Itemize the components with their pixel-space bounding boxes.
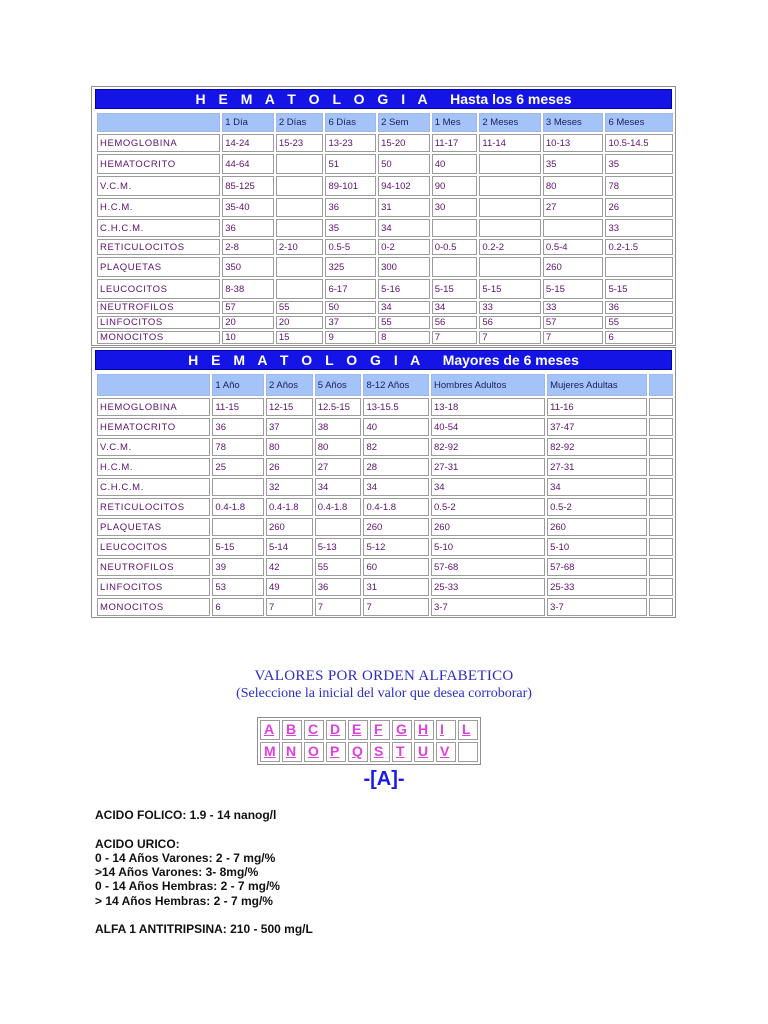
- letter-link-a[interactable]: A: [264, 721, 275, 737]
- values-list: [95, 808, 313, 937]
- table-cell: 37-47: [547, 418, 647, 436]
- table-cell: 38: [315, 418, 362, 436]
- table-cell: 33: [605, 219, 673, 237]
- table-cell: 90: [432, 176, 478, 196]
- alphabet-cell: [458, 720, 478, 740]
- letter-link-h[interactable]: H: [418, 721, 429, 737]
- value-entry: 0 - 14 Años Hembras: 2 - 7 mg/%: [95, 879, 280, 894]
- table-cell: [432, 219, 478, 237]
- table-cell: 26: [605, 198, 673, 217]
- table-row: [97, 398, 673, 416]
- table-cell: [649, 598, 673, 616]
- table-cell: 0.5-5: [325, 239, 376, 255]
- table-cell: [315, 518, 362, 536]
- table-cell: 11-14: [479, 134, 541, 152]
- alphabet-cell: [392, 720, 412, 740]
- table-cell: 82: [363, 438, 429, 456]
- alphabet-cell: [348, 720, 368, 740]
- letter-link-c[interactable]: C: [308, 721, 319, 737]
- hematologia-table-under-6-months: [91, 86, 676, 346]
- table-cell: 40: [363, 418, 429, 436]
- table-cell: [276, 257, 324, 277]
- table-cell: 44-64: [222, 154, 274, 174]
- table-cell: 36: [325, 198, 376, 217]
- table-cell: 11-15: [212, 398, 264, 416]
- alphabet-cell: [260, 742, 280, 762]
- table-cell: 0.4-1.8: [315, 498, 362, 516]
- alphabet-cell: [326, 742, 346, 762]
- table-cell: 55: [315, 558, 362, 576]
- table-cell: 5-13: [315, 538, 362, 556]
- table-cell: 27: [315, 458, 362, 476]
- table-cell: 15: [276, 331, 324, 344]
- table-cell: 2-10: [276, 239, 324, 255]
- table-cell: 260: [363, 518, 429, 536]
- table-cell: 13-15.5: [363, 398, 429, 416]
- table-cell: 9: [325, 331, 376, 344]
- table-cell: [479, 257, 541, 277]
- table-row: [97, 478, 673, 496]
- table-cell: 30: [432, 198, 478, 217]
- row-label: V.C.M.: [97, 438, 210, 456]
- table-cell: [276, 279, 324, 299]
- table-cell: 15-20: [378, 134, 430, 152]
- table-cell: 7: [432, 331, 478, 344]
- table-cell: 55: [378, 316, 430, 329]
- table-cell: 35: [543, 154, 604, 174]
- table-row: [97, 176, 673, 196]
- table-cell: 300: [378, 257, 430, 277]
- table-cell: 50: [378, 154, 430, 174]
- table-cell: 5-15: [605, 279, 673, 299]
- value-entry: ACIDO URICO:: [95, 836, 180, 851]
- table-row: [97, 316, 673, 329]
- table-cell: 3-7: [431, 598, 545, 616]
- row-label: MONOCITOS: [97, 598, 210, 616]
- table-cell: 78: [212, 438, 264, 456]
- table-cell: 50: [325, 301, 376, 314]
- table-cell: 40: [432, 154, 478, 174]
- table-cell: [649, 458, 673, 476]
- valores-subtitle: (Seleccione la inicial del valor que desea corroborar): [236, 686, 532, 701]
- letter-link-n[interactable]: N: [286, 743, 297, 759]
- table-cell: 36: [222, 219, 274, 237]
- table-title: H E M A T O L O G I A: [195, 91, 433, 107]
- table-cell: 20: [276, 316, 324, 329]
- table-cell: 57-68: [547, 558, 647, 576]
- table-cell: 12-15: [266, 398, 313, 416]
- table-row: [97, 154, 673, 174]
- table-cell: [649, 478, 673, 496]
- letter-link-l[interactable]: L: [462, 721, 471, 737]
- row-label: V.C.M.: [97, 176, 220, 196]
- table-cell: 25-33: [431, 578, 545, 596]
- table-cell: 260: [543, 257, 604, 277]
- row-label: H.C.M.: [97, 458, 210, 476]
- alphabet-cell: [326, 720, 346, 740]
- column-header: 1 Año: [212, 374, 264, 396]
- row-label: MONOCITOS: [97, 331, 220, 344]
- table-cell: 39: [212, 558, 264, 576]
- letter-link-f[interactable]: F: [374, 721, 383, 737]
- alphabet-cell: [260, 720, 280, 740]
- table-cell: 13-18: [431, 398, 545, 416]
- table-cell: 40-54: [431, 418, 545, 436]
- table-cell: [479, 198, 541, 217]
- column-header: 3 Meses: [543, 113, 604, 132]
- value-entry: 0 - 14 Años Varones: 2 - 7 mg/%: [95, 850, 276, 865]
- letter-link-e[interactable]: E: [352, 721, 362, 737]
- data-grid: [95, 372, 675, 618]
- table-cell: 94-102: [378, 176, 430, 196]
- table-cell: 5-15: [543, 279, 604, 299]
- table-row: [97, 257, 673, 277]
- table-cell: 5-12: [363, 538, 429, 556]
- alphabet-cell: [414, 742, 434, 762]
- table-row: [97, 438, 673, 456]
- table-cell: 0.2-1.5: [605, 239, 673, 255]
- table-cell: 5-10: [547, 538, 647, 556]
- table-cell: 78: [605, 176, 673, 196]
- table-cell: [605, 257, 673, 277]
- table-cell: 89-101: [325, 176, 376, 196]
- table-cell: 7: [363, 598, 429, 616]
- row-label: PLAQUETAS: [97, 257, 220, 277]
- table-cell: 42: [266, 558, 313, 576]
- value-entry: ALFA 1 ANTITRIPSINA: 210 - 500 mg/L: [95, 922, 313, 937]
- alphabet-cell: [458, 742, 478, 762]
- table-cell: 82-92: [431, 438, 545, 456]
- table-cell: 28: [363, 458, 429, 476]
- row-label: PLAQUETAS: [97, 518, 210, 536]
- table-cell: 25-33: [547, 578, 647, 596]
- table-cell: [649, 498, 673, 516]
- table-cell: 25: [212, 458, 264, 476]
- table-cell: 5-15: [479, 279, 541, 299]
- table-row: [97, 498, 673, 516]
- row-label: NEUTROFILOS: [97, 558, 210, 576]
- letter-link-t[interactable]: T: [396, 743, 405, 759]
- table-cell: 5-15: [212, 538, 264, 556]
- table-cell: [479, 219, 541, 237]
- table-cell: 5-16: [378, 279, 430, 299]
- table-row: [97, 538, 673, 556]
- table-cell: 60: [363, 558, 429, 576]
- column-header: 1 Día: [222, 113, 274, 132]
- letter-link-o[interactable]: O: [308, 743, 319, 759]
- letter-link-v[interactable]: V: [440, 743, 450, 759]
- table-cell: 34: [378, 301, 430, 314]
- alphabet-row: [260, 720, 478, 740]
- table-cell: 0.5-2: [431, 498, 545, 516]
- table-cell: 2-8: [222, 239, 274, 255]
- column-header: [97, 113, 220, 132]
- table-cell: 49: [266, 578, 313, 596]
- table-cell: 34: [363, 478, 429, 496]
- table-cell: 8-38: [222, 279, 274, 299]
- table-cell: 7: [479, 331, 541, 344]
- table-cell: 34: [547, 478, 647, 496]
- table-cell: [649, 518, 673, 536]
- table-cell: [276, 198, 324, 217]
- table-cell: 27-31: [431, 458, 545, 476]
- table-cell: 0.5-4: [543, 239, 604, 255]
- row-label: RETICULOCITOS: [97, 498, 210, 516]
- column-header: 1 Mes: [432, 113, 478, 132]
- column-header: 5 Años: [315, 374, 362, 396]
- header-row: [97, 374, 673, 396]
- row-label: H.C.M.: [97, 198, 220, 217]
- column-header: 2 Años: [266, 374, 313, 396]
- table-cell: 5-14: [266, 538, 313, 556]
- table-cell: 0.2-2: [479, 239, 541, 255]
- alphabet-cell: [282, 720, 302, 740]
- table-cell: [649, 398, 673, 416]
- table-cell: 57: [543, 316, 604, 329]
- letter-link-i[interactable]: I: [440, 721, 444, 737]
- table-cell: [212, 478, 264, 496]
- table-cell: [649, 418, 673, 436]
- alphabet-index: [257, 717, 481, 765]
- column-header: Mujeres Adultas: [547, 374, 647, 396]
- letter-link-p[interactable]: P: [330, 743, 340, 759]
- table-cell: 0-2: [378, 239, 430, 255]
- table-cell: 34: [432, 301, 478, 314]
- table-cell: 13-23: [325, 134, 376, 152]
- table-cell: [649, 538, 673, 556]
- table-cell: [276, 219, 324, 237]
- table-cell: 82-92: [547, 438, 647, 456]
- table-cell: 55: [605, 316, 673, 329]
- alphabet-cell: [370, 742, 390, 762]
- table-header-bar: [95, 350, 672, 370]
- table-cell: [649, 578, 673, 596]
- table-row: [97, 279, 673, 299]
- table-row: [97, 301, 673, 314]
- alphabet-cell: [436, 720, 456, 740]
- row-label: HEMATOCRITO: [97, 154, 220, 174]
- valores-title: VALORES POR ORDEN ALFABETICO: [254, 668, 514, 684]
- table-cell: 0.4-1.8: [212, 498, 264, 516]
- letter-link-d[interactable]: D: [330, 721, 341, 737]
- table-row: [97, 558, 673, 576]
- row-label: C.H.C.M.: [97, 478, 210, 496]
- table-cell: [479, 176, 541, 196]
- column-header: [649, 374, 673, 396]
- table-header-bar: [95, 89, 672, 109]
- table-cell: 10.5-14.5: [605, 134, 673, 152]
- table-cell: 27-31: [547, 458, 647, 476]
- table-cell: 5-15: [432, 279, 478, 299]
- table-cell: 0.4-1.8: [266, 498, 313, 516]
- table-cell: 55: [276, 301, 324, 314]
- table-cell: [649, 438, 673, 456]
- table-cell: 0.5-2: [547, 498, 647, 516]
- column-header: 2 Sem: [378, 113, 430, 132]
- table-cell: 6: [605, 331, 673, 344]
- table-cell: [212, 518, 264, 536]
- table-cell: 5-10: [431, 538, 545, 556]
- table-cell: 11-16: [547, 398, 647, 416]
- table-row: [97, 598, 673, 616]
- table-cell: 85-125: [222, 176, 274, 196]
- table-cell: 35: [605, 154, 673, 174]
- table-cell: 34: [315, 478, 362, 496]
- table-cell: 36: [315, 578, 362, 596]
- table-cell: 20: [222, 316, 274, 329]
- column-header: 6 Días: [325, 113, 376, 132]
- value-entry: ACIDO FOLICO: 1.9 - 14 nanog/l: [95, 808, 277, 822]
- alphabet-cell: [348, 742, 368, 762]
- section-heading: -[A]-: [363, 768, 405, 790]
- table-cell: 33: [479, 301, 541, 314]
- table-cell: 15-23: [276, 134, 324, 152]
- alphabet-row: [260, 742, 478, 762]
- table-cell: 34: [378, 219, 430, 237]
- table-cell: [432, 257, 478, 277]
- row-label: LINFOCITOS: [97, 578, 210, 596]
- alphabet-cell: [436, 742, 456, 762]
- letter-link-m[interactable]: M: [264, 743, 276, 759]
- table-cell: 35: [325, 219, 376, 237]
- table-cell: [479, 154, 541, 174]
- table-title: H E M A T O L O G I A: [188, 352, 425, 368]
- table-cell: 37: [266, 418, 313, 436]
- table-cell: [276, 176, 324, 196]
- table-cell: 56: [432, 316, 478, 329]
- table-subtitle: Hasta los 6 meses: [450, 91, 572, 107]
- table-cell: 26: [266, 458, 313, 476]
- table-cell: 32: [266, 478, 313, 496]
- column-header: 2 Días: [276, 113, 324, 132]
- row-label: HEMOGLOBINA: [97, 134, 220, 152]
- table-cell: 3-7: [547, 598, 647, 616]
- value-entry: > 14 Años Hembras: 2 - 7 mg/%: [95, 893, 273, 908]
- letter-link-g[interactable]: G: [396, 721, 407, 737]
- table-cell: 260: [266, 518, 313, 536]
- table-cell: 31: [363, 578, 429, 596]
- table-cell: 36: [605, 301, 673, 314]
- table-cell: 7: [266, 598, 313, 616]
- row-label: HEMATOCRITO: [97, 418, 210, 436]
- table-cell: 10: [222, 331, 274, 344]
- table-cell: 6: [212, 598, 264, 616]
- row-label: LEUCOCITOS: [97, 279, 220, 299]
- table-cell: 33: [543, 301, 604, 314]
- row-label: LEUCOCITOS: [97, 538, 210, 556]
- hematologia-table-over-6-months: [91, 347, 676, 618]
- table-cell: 51: [325, 154, 376, 174]
- table-cell: 12.5-15: [315, 398, 362, 416]
- alphabet-cell: [304, 720, 324, 740]
- table-cell: 80: [543, 176, 604, 196]
- table-row: [97, 518, 673, 536]
- table-cell: 0.4-1.8: [363, 498, 429, 516]
- table-cell: 11-17: [432, 134, 478, 152]
- table-cell: 350: [222, 257, 274, 277]
- valores-heading: [0, 668, 768, 702]
- row-label: HEMOGLOBINA: [97, 398, 210, 416]
- value-entry: >14 Años Varones: 3- 8mg/%: [95, 865, 259, 880]
- table-cell: 34: [431, 478, 545, 496]
- table-cell: 260: [547, 518, 647, 536]
- spacer-line: [95, 908, 313, 922]
- table-row: [97, 458, 673, 476]
- table-row: [97, 219, 673, 237]
- spacer-line: [95, 822, 313, 836]
- letter-link-b[interactable]: B: [286, 721, 297, 737]
- table-cell: 37: [325, 316, 376, 329]
- table-cell: [276, 154, 324, 174]
- row-label: RETICULOCITOS: [97, 239, 220, 255]
- table-subtitle: Mayores de 6 meses: [442, 352, 579, 368]
- column-header: Hombres Adultos: [431, 374, 545, 396]
- table-cell: 7: [543, 331, 604, 344]
- column-header: 8-12 Años: [363, 374, 429, 396]
- letter-link-u[interactable]: U: [418, 743, 429, 759]
- row-label: NEUTROFILOS: [97, 301, 220, 314]
- table-row: [97, 198, 673, 217]
- alphabet-cell: [414, 720, 434, 740]
- alphabet-cell: [304, 742, 324, 762]
- letter-link-s[interactable]: S: [374, 743, 384, 759]
- row-label: LINFOCITOS: [97, 316, 220, 329]
- table-row: [97, 578, 673, 596]
- column-header: 2 Meses: [479, 113, 541, 132]
- table-cell: 325: [325, 257, 376, 277]
- table-cell: 8: [378, 331, 430, 344]
- table-row: [97, 331, 673, 344]
- column-header: [97, 374, 210, 396]
- table-cell: 53: [212, 578, 264, 596]
- table-cell: 36: [212, 418, 264, 436]
- table-cell: 31: [378, 198, 430, 217]
- data-grid: [95, 111, 675, 346]
- table-row: [97, 418, 673, 436]
- table-cell: 14-24: [222, 134, 274, 152]
- table-cell: 10-13: [543, 134, 604, 152]
- table-row: [97, 134, 673, 152]
- row-label: C.H.C.M.: [97, 219, 220, 237]
- letter-link-q[interactable]: Q: [352, 743, 363, 759]
- table-cell: [543, 219, 604, 237]
- table-cell: 80: [266, 438, 313, 456]
- table-cell: 80: [315, 438, 362, 456]
- table-cell: 35-40: [222, 198, 274, 217]
- alphabet-cell: [282, 742, 302, 762]
- table-cell: 57-68: [431, 558, 545, 576]
- header-row: [97, 113, 673, 132]
- table-cell: 56: [479, 316, 541, 329]
- alphabet-cell: [392, 742, 412, 762]
- table-cell: 260: [431, 518, 545, 536]
- table-cell: 6-17: [325, 279, 376, 299]
- table-cell: 7: [315, 598, 362, 616]
- table-cell: [649, 558, 673, 576]
- table-cell: 0-0.5: [432, 239, 478, 255]
- table-row: [97, 239, 673, 255]
- alphabet-cell: [370, 720, 390, 740]
- table-cell: 57: [222, 301, 274, 314]
- table-cell: 27: [543, 198, 604, 217]
- column-header: 6 Meses: [605, 113, 673, 132]
